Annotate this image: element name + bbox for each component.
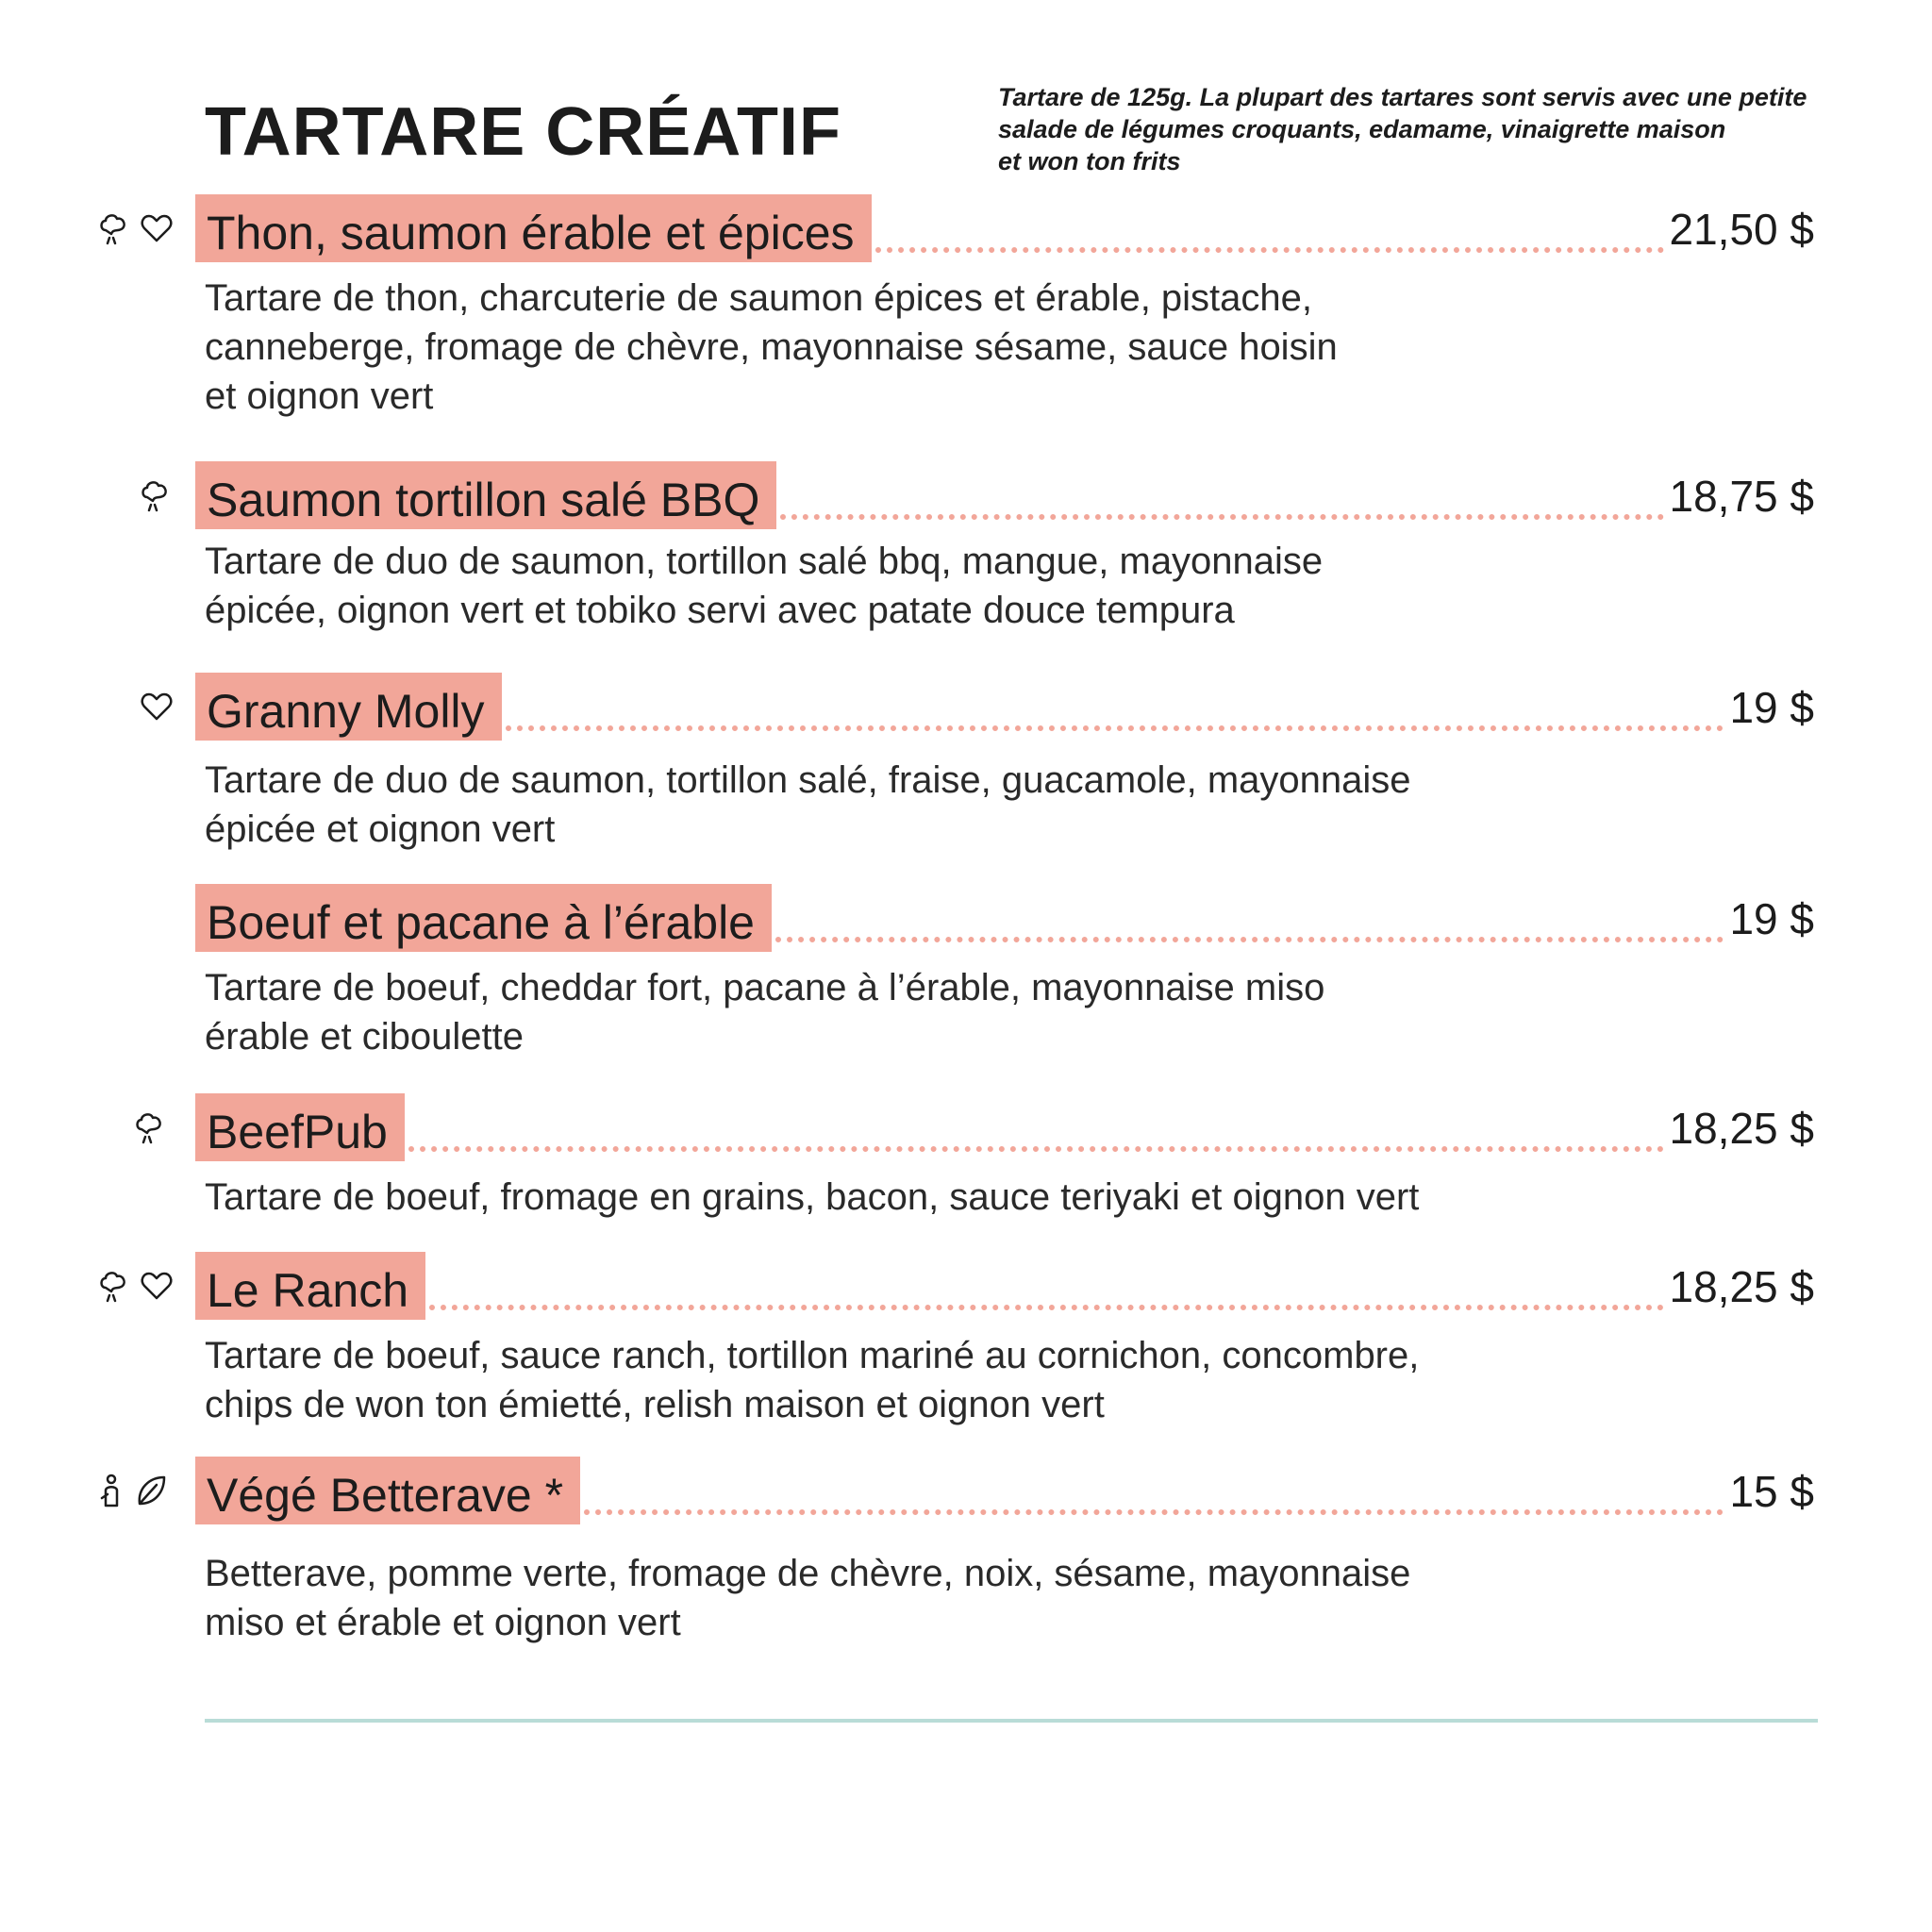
broccoli-icon — [96, 209, 134, 247]
description-line: Tartare de boeuf, fromage en grains, bacon, sauce teriyaki et oignon vert — [205, 1176, 1420, 1218]
item-description — [205, 756, 1573, 854]
intro-line: et won ton frits — [998, 147, 1181, 175]
item-name: Saumon tortillon salé BBQ — [195, 461, 776, 529]
description-line: épicée, oignon vert et tobiko servi avec patate douce tempura — [205, 590, 1235, 631]
item-price: 18,75 $ — [1669, 472, 1814, 521]
description-line: Tartare de duo de saumon, tortillon salé bbq, mangue, mayonnaise — [205, 541, 1324, 582]
item-name: Boeuf et pacane à l’érable — [195, 884, 772, 952]
item-header — [195, 194, 1814, 262]
item-icons — [92, 1267, 177, 1308]
item-header — [195, 461, 1814, 529]
item-price: 18,25 $ — [1669, 1104, 1814, 1153]
description-line: et oignon vert — [205, 375, 434, 417]
description-line: Tartare de boeuf, sauce ranch, tortillon mariné au cornichon, concombre, — [205, 1335, 1420, 1376]
item-icons — [92, 209, 177, 251]
heart-icon — [138, 1267, 175, 1305]
item-header — [195, 884, 1814, 952]
item-description — [205, 1549, 1573, 1647]
section-intro — [998, 81, 1847, 177]
item-description — [205, 537, 1573, 635]
item-price: 21,50 $ — [1669, 205, 1814, 254]
item-description — [205, 963, 1573, 1061]
description-line: Tartare de duo de saumon, tortillon salé, fraise, guacamole, mayonnaise — [205, 759, 1411, 801]
heart-icon — [138, 209, 175, 247]
description-line: chips de won ton émietté, relish maison et oignon vert — [205, 1384, 1105, 1425]
item-price: 18,25 $ — [1669, 1262, 1814, 1311]
item-price: 19 $ — [1729, 894, 1814, 943]
item-name: BeefPub — [195, 1093, 405, 1161]
description-line: érable et ciboulette — [205, 1016, 525, 1058]
item-icons — [92, 1472, 177, 1513]
description-line: Betterave, pomme verte, fromage de chèvre, noix, sésame, mayonnaise — [205, 1553, 1411, 1594]
dot-leader — [506, 725, 1724, 731]
item-icons — [92, 688, 177, 729]
description-line: Tartare de thon, charcuterie de saumon épices et érable, pistache, — [205, 277, 1313, 319]
item-header — [195, 1093, 1814, 1161]
dot-leader — [408, 1146, 1664, 1152]
item-header — [195, 1252, 1814, 1320]
heart-icon — [138, 688, 175, 725]
dot-leader — [775, 937, 1724, 942]
dot-leader — [584, 1509, 1724, 1515]
description-line: miso et érable et oignon vert — [205, 1602, 681, 1643]
item-description — [205, 274, 1573, 421]
item-header — [195, 1457, 1814, 1524]
leaf-icon — [132, 1472, 170, 1509]
dot-leader — [875, 247, 1664, 253]
item-name: Granny Molly — [195, 673, 502, 741]
item-description — [205, 1173, 1573, 1222]
intro-line: Tartare de 125g. La plupart des tartares sont servis avec une petite — [998, 83, 1807, 111]
broccoli-icon — [138, 476, 175, 514]
item-name: Végé Betterave * — [195, 1457, 580, 1524]
intro-line: salade de légumes croquants, edamame, vinaigrette maison — [998, 115, 1726, 143]
item-price: 15 $ — [1729, 1467, 1814, 1516]
description-line: Tartare de boeuf, cheddar fort, pacane à l’érable, mayonnaise miso — [205, 967, 1325, 1008]
vegetarian-person-icon — [94, 1472, 132, 1509]
section-divider — [205, 1719, 1818, 1723]
description-line: canneberge, fromage de chèvre, mayonnaise sésame, sauce hoisin — [205, 326, 1338, 368]
broccoli-icon — [132, 1108, 170, 1146]
description-line: épicée et oignon vert — [205, 808, 556, 850]
item-description — [205, 1331, 1573, 1429]
item-header — [195, 673, 1814, 741]
item-icons — [92, 476, 177, 518]
item-name: Le Ranch — [195, 1252, 425, 1320]
item-price: 19 $ — [1729, 683, 1814, 732]
item-name: Thon, saumon érable et épices — [195, 194, 872, 262]
item-icons — [92, 1108, 177, 1150]
dot-leader — [429, 1305, 1663, 1310]
broccoli-icon — [96, 1267, 134, 1305]
section-title: TARTARE CRÉATIF — [205, 94, 841, 170]
dot-leader — [780, 514, 1663, 520]
